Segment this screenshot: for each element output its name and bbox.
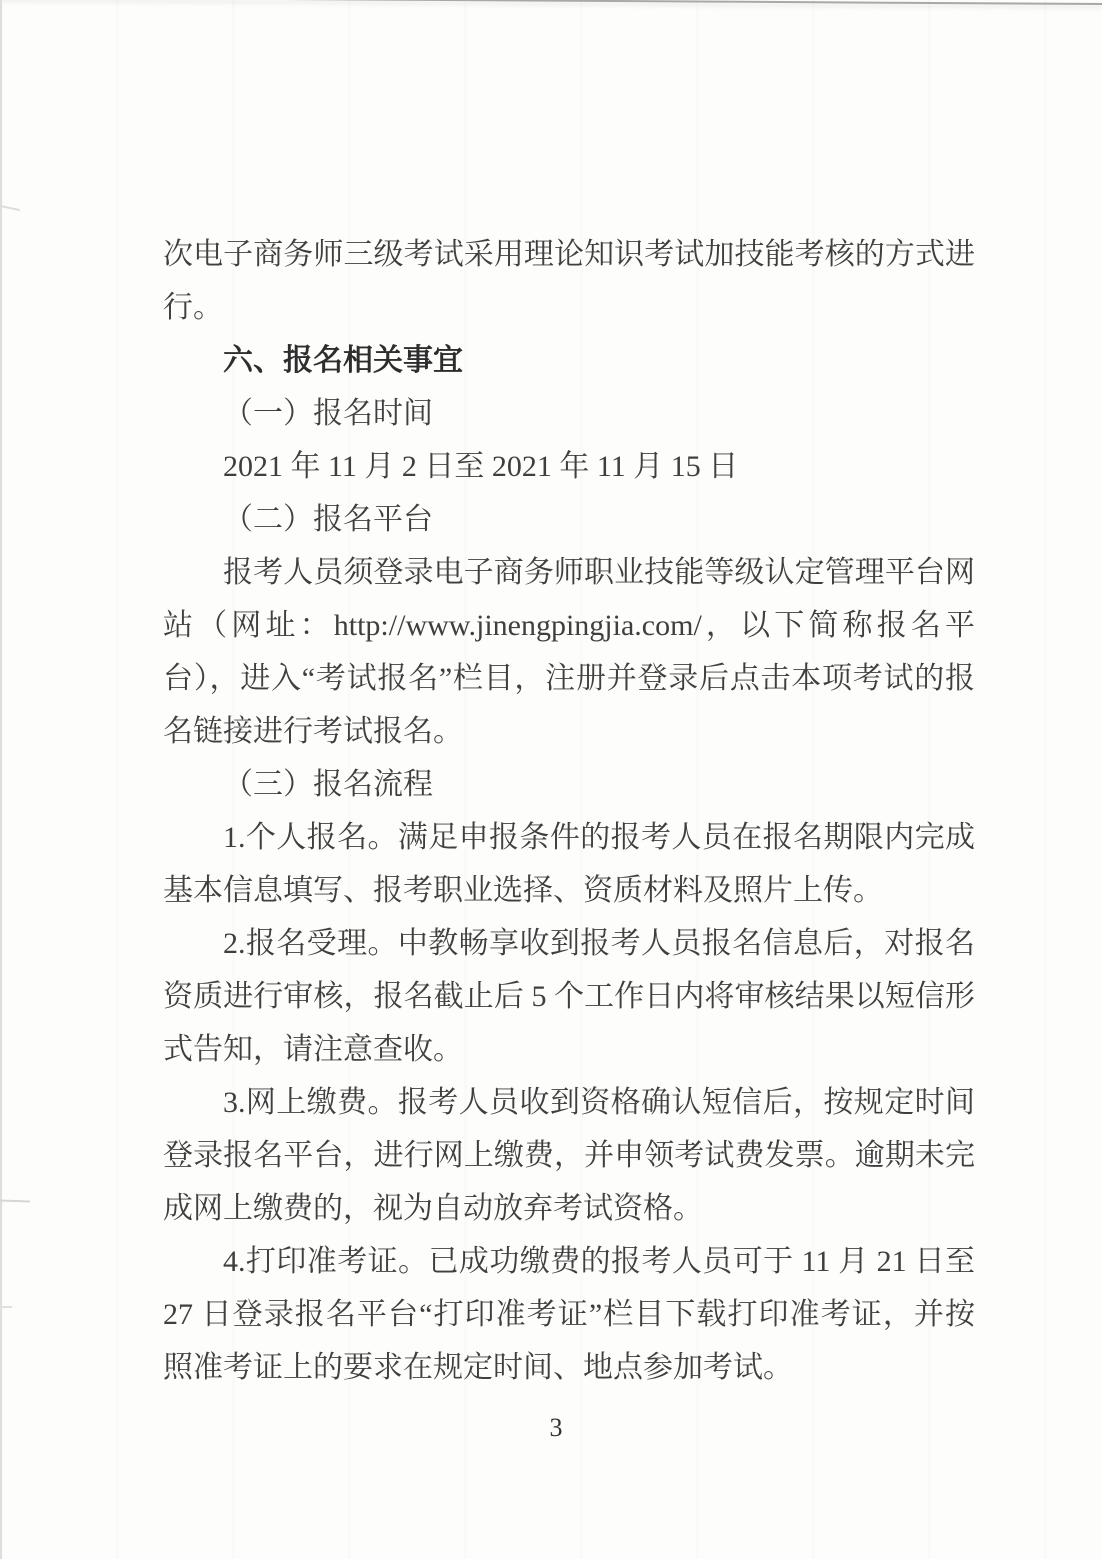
platform-description-paragraph: 报考人员须登录电子商务师职业技能等级认定管理平台网站（网址：http://www.jinengpingjia.com/，以下简称报名平台），进入“考试报名”栏目，注册并登录后点击本项考试的报名链接进行考试报名。 [163, 556, 975, 748]
process-step-2-paragraph: 2.报名受理。中教畅享收到报考人员报名信息后，对报名资质进行审核，报名截止后 5 个工作日内将审核结果以短信形式告知，请注意查收。 [163, 927, 975, 1066]
paragraph-continuation: 次电子商务师三级考试采用理论知识考试加技能考核的方式进行。 [163, 238, 975, 324]
document-body [163, 228, 975, 1394]
scan-artifact-left-tick [0, 1199, 30, 1202]
scan-artifact-left-tick [0, 205, 20, 211]
scan-artifact-left-edge-line [0, 0, 2, 1559]
section-heading-registration-matters: 六、报名相关事宜 [223, 343, 463, 378]
registration-period-dates: 2021 年 11 月 2 日至 2021 年 11 月 15 日 [223, 450, 739, 483]
process-step-4-paragraph: 4.打印准考证。已成功缴费的报考人员可于 11 月 21 日至 27 日登录报名平台“打印准考证”栏目下载打印准考证，并按照准考证上的要求在规定时间、地点参加考试。 [163, 1245, 975, 1384]
scan-artifact-left-tick [0, 1306, 12, 1308]
subsection-title-registration-platform: （二）报名平台 [223, 503, 433, 536]
process-step-1-paragraph: 1.个人报名。满足申报条件的报考人员在报名期限内完成基本信息填写、报考职业选择、资质材料及照片上传。 [163, 821, 975, 907]
page-number: 3 [549, 1413, 563, 1442]
subsection-title-registration-process: （三）报名流程 [223, 768, 433, 801]
subsection-title-registration-time: （一）报名时间 [223, 397, 433, 430]
process-step-3-paragraph: 3.网上缴费。报考人员收到资格确认短信后，按规定时间登录报名平台，进行网上缴费，并申领考试费发票。逾期未完成网上缴费的，视为自动放弃考试资格。 [163, 1086, 975, 1225]
scan-artifact-top-edge-line [0, 0, 1102, 5]
